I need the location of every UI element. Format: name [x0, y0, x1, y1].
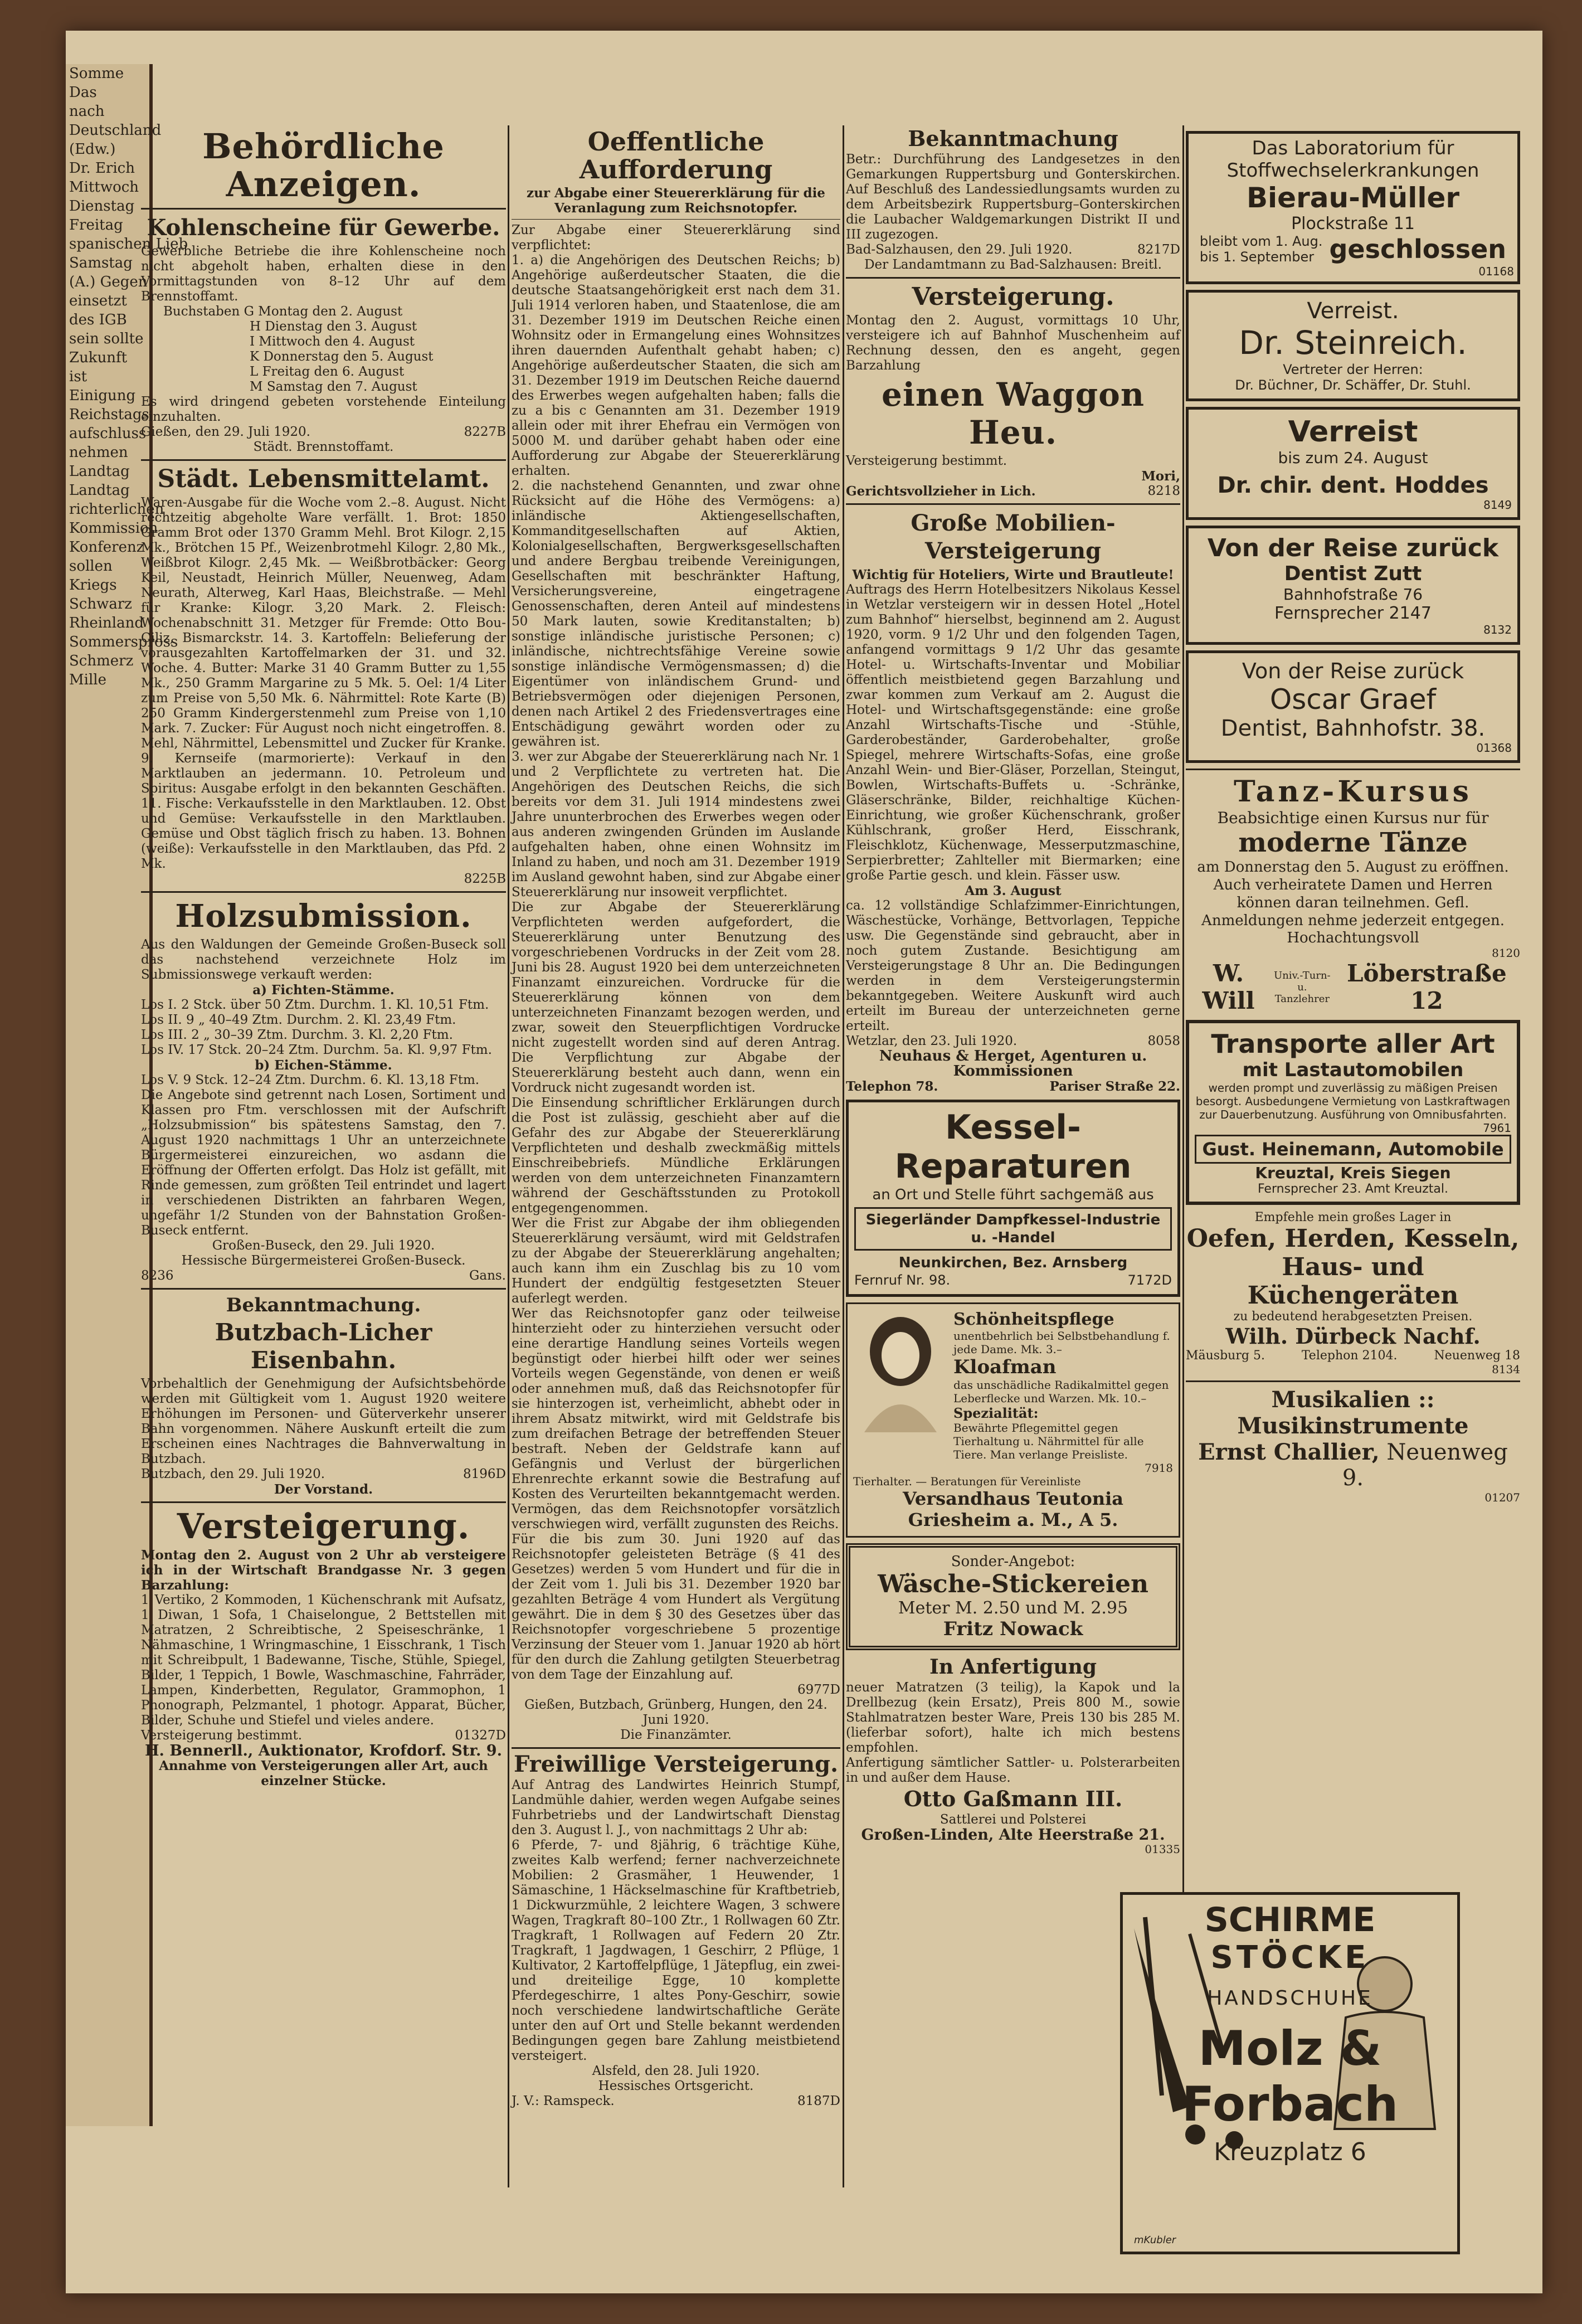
notice-footer: [141, 425, 506, 440]
notice-footer: [846, 484, 1180, 499]
notice-text: Die Einsendung schriftlicher Erklärungen durch die Post ist zulässig, geschieht aber auf die Gefahr des zur Abgabe der Steuererklärung Verpflichteten und deshalb zweckmäßig mittels Einschreibebriefs. Mündliche Erklärungen werden von dem unterzeichneten Finanzamtern während der Geschäftsstunden zu Protokoll entgegengenommen.: [512, 1096, 840, 1216]
notice-text: Annahme von Versteigerungen aller Art, auch einzelner Stücke.: [159, 1758, 488, 1788]
ad-phone: Fernsprecher 23. Amt Kreuztal.: [1257, 1182, 1449, 1196]
notice-text: Aus den Waldungen der Gemeinde Großen-Buseck soll das nachstehend verzeichnete Holz im Submissionswege verkauft werden:: [141, 937, 506, 982]
ad-address: Neuenweg 9.: [1342, 1440, 1508, 1491]
notice-footer: [846, 1034, 1180, 1049]
ad-code: 01368: [1476, 741, 1512, 755]
prev-line: sein sollte: [69, 330, 144, 347]
notice-code: 8196D: [463, 1467, 506, 1481]
divider: [512, 1747, 840, 1749]
ad-code: 8120: [1492, 946, 1520, 960]
ad-text: Das Laboratorium für: [1252, 137, 1454, 159]
notice-code: 8217D: [1137, 242, 1180, 257]
notice-text: Es wird dringend gebeten vorstehende Einteilung einzuhalten.: [141, 395, 506, 424]
ad-address: Löberstraße 12: [1346, 960, 1507, 1014]
ad-address: Bahnhofstraße 76: [1283, 585, 1423, 604]
divider: [141, 1288, 506, 1290]
notice-signature: H. Bennerll., Auktionator, Krofdorf. Str. 9.: [145, 1742, 502, 1759]
prev-line: nehmen: [69, 444, 128, 461]
notice-code: 8236: [141, 1268, 174, 1283]
prev-line: Dr. Erich: [69, 160, 135, 177]
ad-code: 8132: [1483, 623, 1512, 636]
notice-address: Großen-Linden, Alte Heerstraße 21.: [861, 1826, 1165, 1844]
divider: [141, 459, 506, 461]
ad-code: 7961: [1483, 1121, 1511, 1135]
ad-text: Vertreter der Herren:: [1283, 362, 1423, 377]
notice-name: J. V.: Ramspeck.: [512, 2094, 615, 2108]
notice-title: Oeffentliche Aufforderung: [579, 127, 773, 184]
notice-text: Montag den 2. August, vormittags 10 Uhr, versteigere ich auf Bahnhof Muschenheim auf Rechnung dessen, den es angeht, gegen Barzahlung: [846, 313, 1180, 373]
notice-signature: Städt. Brennstoffamt.: [253, 440, 394, 454]
prev-line: Konferenz: [69, 539, 144, 556]
ad-embroidery: [846, 1543, 1180, 1650]
ad-subheading: Sonder-Angebot:: [951, 1553, 1075, 1570]
ad-address: Mäusburg 5.: [1186, 1349, 1265, 1363]
notice-title: Große Mobilien-Versteigerung: [911, 510, 1116, 564]
ad-product: Kloafman: [953, 1356, 1057, 1378]
notice-code: 8225B: [464, 872, 506, 886]
column-rule: [1182, 125, 1184, 2187]
notice-title: Kohlenscheine für Gewerbe.: [147, 215, 500, 241]
notice-title: Butzbach-Licher Eisenbahn.: [215, 1319, 432, 1374]
schedule-item: I Mittwoch den 4. August: [250, 334, 415, 349]
ad-code: 8134: [1492, 1363, 1520, 1376]
ad-laboratory: [1186, 131, 1520, 284]
lot-item: Los IV. 17 Stck. 20–24 Ztm. Durchm. 5a. Kl. 9,97 Ftm.: [141, 1043, 492, 1057]
prev-line: Somme: [69, 65, 124, 82]
ad-text: Dr. Büchner, Dr. Schäffer, Dr. Stuhl.: [1235, 377, 1471, 393]
prev-line: Deutschland: [69, 122, 162, 139]
ad-headline: Transporte aller Art: [1211, 1029, 1495, 1059]
prev-line: Kommission: [69, 520, 158, 537]
column-rule: [508, 125, 509, 2187]
ad-city: Neunkirchen, Bez. Arnsberg: [898, 1255, 1128, 1271]
schedule-item: Buchstaben G Montag den 2. August: [163, 304, 403, 319]
ad-subheading: Spezialität:: [953, 1405, 1039, 1421]
ad-footer: [854, 1272, 1172, 1289]
ad-address: Plockstraße 11: [1291, 214, 1415, 234]
divider: [846, 503, 1180, 505]
prev-line: Mille: [69, 672, 106, 688]
notice-signature: Der Vorstand.: [274, 1482, 373, 1497]
ad-dance-course: [1186, 775, 1520, 1014]
notice-title: Versteigerung.: [912, 283, 1114, 311]
notice-signature: Die Finanzämter.: [620, 1728, 732, 1742]
ad-name: W. Will: [1202, 960, 1255, 1014]
schedule-item: M Samstag den 7. August: [250, 380, 417, 394]
ad-code: 01207: [1484, 1491, 1520, 1504]
schedule-item: L Freitag den 6. August: [250, 364, 405, 379]
notice-footer: [141, 1728, 506, 1743]
ad-city: Griesheim a. M., A 5.: [908, 1509, 1118, 1530]
notice-text: Auf Antrag des Landwirtes Heinrich Stumpf, Landmühle dahier, werden wegen Aufgabe seines Fuhrbetriebs und der Landwirtschaft Dienstag den 3. August l. J., von nachmittags 2 Uhr ab:: [512, 1778, 840, 1837]
notice-text: Vorbehaltlich der Genehmigung der Aufsichtsbehörde werden mit Gültigkeit vom 1. August 1920 weitere Erhöhungen im Personen- und Güterverkehr unserer Bahn vorgenommen. Nähere Auskunft erteilt die zum Erscheinen eines Nachtrages die Bahnverwaltung in Butzbach.: [141, 1377, 506, 1466]
ad-umbrellas: [1120, 1892, 1460, 2254]
notice-footer: [141, 1467, 506, 1482]
notice-code: 01327D: [455, 1728, 506, 1743]
notice-text: 1 Vertiko, 2 Kommoden, 1 Küchenschrank mit Aufsatz, 1 Diwan, 1 Sofa, 1 Chaiselongue, 2 Bettstellen mit Matratzen, 2 Schreibtische, 2 Speiseschränke, 1 Nähmaschine, 1 Wringmaschine, 1 Eisschrank, 1 Tisch mit Schreibpult, 1 Badewanne, Tische, Stühle, Spiegel, Bilder, 1 Teppich, 1 Bowle, Waschmaschine, Fahrräder, Lampen, Kinderbetten, Regulator, Grammophon, 1 Phonograph, Pelzmantel, 1 photogr. Apparat, Bücher, Bilder, Schuhe und Stiefel und vieles andere.: [141, 1593, 506, 1728]
notice-signature: Neuhaus & Herget, Agenturen u. Kommissionen: [879, 1048, 1147, 1080]
ad-firm: Forbach: [1181, 2077, 1399, 2132]
divider: [141, 891, 506, 893]
notice-subheading: b) Eichen-Stämme.: [255, 1058, 392, 1073]
ad-text: bleibt vom 1. Aug.: [1199, 234, 1323, 249]
ad-text: werden prompt und zuverlässig zu mäßigen Preisen besorgt. Ausbedungene Vermietung von Lastkraftwagen zur Dauerbenutzung. Ausführung von Omnibusfahrten.: [1195, 1081, 1511, 1121]
prev-line: Einigung: [69, 387, 136, 404]
notice-text: Montag den 2. August von 2 Uhr ab versteigere ich in der Wirtschaft Brandgasse Nr. 3 gegen Barzahlung:: [141, 1548, 506, 1593]
notice-code: 6977D: [797, 1683, 840, 1697]
ad-firm: Versandhaus Teutonia: [903, 1488, 1123, 1509]
ad-firm: Gust. Heinemann, Automobile: [1195, 1135, 1511, 1164]
notice-signature: Der Landamtmann zu Bad-Salzhausen: Breitl.: [864, 257, 1162, 272]
ad-text: Empfehle mein großes Lager in: [1254, 1210, 1452, 1224]
prev-line: spanischen Lieb: [69, 236, 188, 252]
ad-text: das unschädliche Radikalmittel gegen Leberflecke und Warzen. Mk. 10.–: [953, 1378, 1169, 1405]
artist-signature: mKubler: [1134, 2234, 1176, 2246]
ad-phone: Fernruf Nr. 98.: [854, 1272, 951, 1288]
notice-text: Wer das Reichsnotopfer ganz oder teilweise hinterzieht oder zu hinterziehen versucht oder eine derartige Handlung seines Vorteils wegen begünstigt oder hierbei hilft oder wer seines Vorteils wegen Gegenstände, von denen er weiß oder annehmen muß, daß das Reichsnotopfer für sie hinterzogen ist, verheimlicht, abhebt oder in ihrem Absatz mitwirkt, wird mit Geldstrafe bis zum dreifachen Betrage der betreffenden Steuer bestraft. Neben der Geldstrafe kann auf Gefängnis und Verlust der bürgerlichen Ehrenrechte erkannt sowie die Bestrafung auf Kosten des Verurteilten bekanntgemacht werden. Vermögen, das dem Reichsnotopfer vorsätzlich verschwiegen wird, verfällt zugunsten des Reichs.: [512, 1306, 840, 1531]
prev-line: Kriegs: [69, 577, 117, 594]
notice-note: Versteigerung bestimmt.: [141, 1728, 303, 1743]
notice-phone: Telephon 78.: [846, 1079, 938, 1094]
column-announcements: [846, 125, 1180, 1856]
notice-text: Wer die Frist zur Abgabe der ihm obliegenden Steuererklärung versäumt, wird mit Geldstrafen zu der Abgabe der Steuererklärung angehalten; auch kann ihm ein Zuschlag bis zu 10 vom Hundert der endgültig festgesetzten Steuer auferlegt werden.: [512, 1216, 840, 1306]
notice-text: Betr.: Durchführung des Landgesetzes in den Gemarkungen Ruppertsburg und Gonterskirchen. Auf Beschluß des Landessiedlungsamts wurden zu dem Arbeitsbezirk Ruppertsburg–Gonterskirchen die Laubacher Waldgemarkungen Distrikt II und III zugezogen.: [846, 152, 1180, 242]
ad-text: Stoffwechselerkrankungen: [1226, 159, 1479, 182]
notice-title: Bekanntmachung.: [226, 1294, 421, 1316]
ad-text: unentbehrlich bei Selbstbehandlung f. jede Dame. Mk. 3.–: [953, 1329, 1170, 1356]
divider: [846, 277, 1180, 279]
prev-line: Schwarz: [69, 596, 133, 612]
ad-beauty-care: [846, 1302, 1180, 1538]
notice-subheading: a) Fichten-Stämme.: [252, 983, 395, 998]
ad-code: 7918: [1145, 1461, 1173, 1475]
ad-headline: Wäsche-Stickereien: [878, 1570, 1148, 1598]
notice-code: 8227B: [464, 425, 506, 439]
ad-headline: Dr. chir. dent. Hoddes: [1217, 473, 1489, 498]
ad-headline: geschlossen: [1329, 234, 1507, 264]
notice-text: Gewerbliche Betriebe die ihre Kohlenscheine noch nicht abgeholt haben, erhalten diese in den Vormittagstunden von 8–12 Uhr auf dem Brennstoffamt.: [141, 244, 506, 304]
notice-headline: einen Waggon Heu.: [881, 376, 1145, 451]
ad-text: zu bedeutend herabgesetzten Preisen.: [1233, 1310, 1473, 1324]
ad-code: 01168: [1478, 265, 1514, 278]
ad-headline: Dr. Steinreich.: [1239, 324, 1467, 362]
notice-subtitle: zur Abgabe einer Steuererklärung für die Veranlagung zum Reichsnotopfer.: [527, 186, 825, 216]
divider: [1186, 769, 1520, 770]
notice-signature: Gerichtsvollzieher in Lich.: [846, 484, 1036, 499]
ad-text: am Donnerstag den 5. August zu eröffnen. Auch verheiratete Damen und Herren können daran teilnehmen. Gefl. Anmeldungen nehme jederzeit entgegen.: [1197, 859, 1509, 929]
ad-headline: Schönheitspflege: [953, 1310, 1114, 1329]
divider: [1186, 1380, 1520, 1382]
ad-hoddes: [1186, 407, 1520, 520]
ad-kessel-repairs: [846, 1100, 1180, 1297]
ad-headline: Von der Reise zurück: [1242, 659, 1464, 683]
notice-text: Die zur Abgabe der Steuererklärung Verpflichteten werden aufgefordert, die Steuererklärung unter Benutzung des vorgeschriebenen Vordrucks in der Zeit vom 28. Juni bis 28. August 1920 bei dem unterzeichneten Finanzamt einzureichen. Vordrucke für die Steuererklärung können von dem unterzeichneten Finanzamt bezogen werden, und zwar, soweit den Steuerpflichtigen Vordrucke nicht zugestellt worden sind auf deren Antrag. Die Verpflichtung zur Abgabe der Steuererklärung besteht auch dann, wenn ein Vordruck nicht zugesandt worden ist.: [512, 900, 840, 1095]
ad-code: 8149: [1483, 498, 1512, 512]
notice-date: Wetzlar, den 23. Juli 1920.: [846, 1034, 1018, 1048]
prev-line: Rheinland: [69, 615, 144, 631]
ad-headline: Kessel-Reparaturen: [894, 1108, 1132, 1186]
ad-firm: Molz &: [1198, 2021, 1382, 2077]
woman-portrait-illustration: [853, 1310, 948, 1432]
ad-text: Beabsichtige einen Kursus nur für: [1217, 809, 1489, 827]
ad-transports: [1186, 1020, 1520, 1205]
notice-signature: Hessische Bürgermeisterei Großen-Buseck.: [181, 1253, 466, 1268]
notice-text: 3. wer zur Abgabe der Steuererklärung nach Nr. 1 und 2 Verpflichtete zu vertreten hat. Die Angehörigen des Deutschen Reichs, die sich bereits vor dem 31. Juli 1914 mindestens zwei Jahre ununterbrochen des Erwerbes wegen oder aus anderen zwingenden Gründen im Auslande aufgehalten haben, ohne einen Wohnsitz im Inland zu haben, und noch am 31. Dezember 1919 im Ausland gewohnt haben, sind zur Abgabe einer Steuererklärung nur insoweit verpflichtet.: [512, 750, 840, 900]
notice-code: 01335: [1145, 1842, 1180, 1856]
ad-firm: Wilh. Dürbeck Nachf.: [1225, 1324, 1481, 1349]
notice-name: Mori,: [1141, 469, 1180, 484]
notice-name: Gans.: [469, 1268, 506, 1283]
ad-address: Neuenweg 18: [1434, 1349, 1520, 1363]
prev-line: (Edw.): [69, 141, 116, 158]
notice-address: Pariser Straße 22.: [1049, 1079, 1180, 1094]
prev-line: Sommerspross: [69, 634, 178, 650]
ad-headline: Bierau-Müller: [1246, 182, 1460, 214]
ad-address: Dentist, Bahnhofstr. 38.: [1220, 716, 1486, 741]
section-title: Behördliche Anzeigen.: [202, 126, 445, 205]
lot-item: Los III. 2 „ 30–39 Ztm. Durchm. 3. Kl. 2,20 Ftm.: [141, 1028, 453, 1042]
prev-line: einsetzt: [69, 293, 127, 309]
ad-footer: [1186, 1349, 1520, 1363]
prev-line: Mittwoch: [69, 179, 139, 196]
notice-date: Butzbach, den 29. Juli 1920.: [141, 1467, 325, 1481]
prev-line: aufschluss: [69, 425, 147, 442]
notice-footer: [512, 2094, 840, 2109]
ad-headline: [1186, 1387, 1520, 1439]
notice-date: Bad-Salzhausen, den 29. Juli 1920.: [846, 242, 1073, 257]
separator: ::: [1418, 1387, 1435, 1413]
notice-text: Auftrags des Herrn Hotelbesitzers Nikolaus Kessel in Wetzlar versteigern wir in dessen Hotel „Hotel zum Bahnhof“ hierselbst, beginnend am 2. August 1920, vorm. 9 1/2 Uhr und den folgenden Tagen, anfangend vormittags 9 1/2 Uhr das gesamte Hotel- u. Wirtschafts-Inventar und Mobiliar öffentlich meistbietend gegen Barzahlung und zwar kommen zum Verkauf am 2. August die Hotel- und Wirtschaftsgegenstände: eine große Anzahl Wirtschafts-Tische und -Stühle, Garderobeständer, Garderobehalter, große Spiegel, mehrere Wirtschafts-Sofas, eine große Anzahl Wein- und Bier-Gläser, Porzellan, Steingut, Bowlen, Wirtschafts-Buffets u. -Schränke, Gläserschränke, Bilder, reichhaltige Küchen-Einrichtung, wie großer Küchenschrank, großer Kühlschrank, großer Herd, Eisschrank, Fleischklotz, Küchenwage, Messerputzmaschine, Serpierbretter; Zahlteller mit Biermarken; eine große Partie gesch. und klein. Fässer usw.: [846, 582, 1180, 883]
notice-title: Holzsubmission.: [175, 898, 472, 935]
notice-text: Waren-Ausgabe für die Woche vom 2.–8. August. Nicht rechtzeitig abgeholte Ware verfällt. 1. Brot: 1850 Gramm Brot oder 1370 Gramm Mehl. Brot Kilogr. 2,15 Mk., Brötchen 15 Pf., Weizenbrotmehl Kilogr. 2,80 Mk., Weißbrot Kilogr. 2,45 Mk. — Weißbrotbäcker: Georg Keil, Neustadt, Heinrich Müller, Neuenweg, Adam Neurath, Alterweg, Karl Haas, Bleichstraße. — Mehl für Kranke: Kilogr. 3,20 Mark. 2. Fleisch: Wochenabschnitt 31. Metzger für Fremde: Otto Bou-Ciliz, Bismarckstr. 14. 3. Kartoffeln: Belieferung der vorausgezahlten Kartoffelmarken der 31. und 32. Woche. 4. Butter: Marke 31 40 Gramm Butter zu 1,55 Mk., 250 Gramm Margarine zu 5 Mk. 5. Oel: 1/4 Liter zum Preise von 5,50 Mk. 6. Nährmittel: Rote Karte (B) 250 Gramm Kindergerstenmehl zum Preise von 1,10 Mark. 7. Zucker: Für August noch nicht eingetroffen. 8. Mehl, Nährmittel, Lebensmittel und Zucker für Kranke. 9. Kernseife (marmorierte): Verkauf in den Marktlauben an jedermann. 10. Petroleum und Spiritus: Ausgabe erfolgt in den bekannten Geschäften. 11. Fische: Verkaufsstelle in den Marktlauben. 12. Obst und Gemüse: Verkaufsstelle in den Marktlauben. Gemüse und Obst täglich frisch zu haben. 13. Bohnen (weiße): Verkaufsstelle in den Marktlauben, das Pfd. 2 Mk.: [141, 495, 506, 871]
ad-headline: SCHIRME: [1204, 1900, 1376, 1939]
schedule-item: H Dienstag den 3. August: [250, 319, 417, 334]
divider: [512, 219, 840, 220]
notice-code: 8187D: [797, 2094, 840, 2108]
ad-music: [1186, 1387, 1520, 1504]
ad-headline: STÖCKE: [1210, 1939, 1370, 1976]
notice-text: 1. a) die Angehörigen des Deutschen Reichs; b) Angehörige außerdeutscher Staaten, die die deutsche Staatsangehörigkeit erst nach dem 31. Juli 1914 verloren haben, und Staatenlose, die am 31. Dezember 1919 im Deutschen Reiche einen Wohnsitz oder in Ermangelung eines Wohnsitzes ihren dauernden Aufenthalt gehabt haben; c) Angehörige außerdeutscher Staaten, die sich am 31. Dezember 1919 im Deutschen Reiche dauernd des Erwerbes wegen aufgehalten haben; falls die zu a bis c Genannten am 31. Dezember 1919 allein oder mit ihrer Ehefrau ein Vermögen von 5000 M. und darüber gehabt haben oder eine Aufforderung zur Abgabe der Steuererklärung erhalten.: [512, 253, 840, 478]
divider: [141, 208, 506, 210]
notice-title: In Anfertigung: [929, 1655, 1097, 1679]
notice-date: Gießen, den 29. Juli 1920.: [141, 425, 310, 439]
column-advertisements: [1186, 125, 1520, 1504]
prev-line: richterlichen: [69, 501, 164, 518]
column-public-notice: [512, 125, 840, 2109]
notice-code: 8058: [1147, 1034, 1180, 1048]
notice-subtitle: Wichtig für Hoteliers, Wirte und Brautleute!: [852, 567, 1174, 582]
ad-firm: Fritz Nowack: [943, 1618, 1083, 1640]
schedule-item: K Donnerstag den 5. August: [250, 349, 434, 364]
prev-line: Landtag: [69, 463, 130, 480]
ad-text: Verreist.: [1307, 298, 1399, 324]
notice-text: neuer Matratzen (3 teilig), la Kapok und la Drellbezug (kein Ersatz), Preis 800 M., sowie Stahlmatratzen bester Ware, Preis 130 bis 285 M. (lieferbar sofort), halte ich mich bestens empfohlen.: [846, 1680, 1180, 1755]
ad-phone: Telephon 2104.: [1301, 1349, 1398, 1363]
notice-firm: Otto Gaßmann III.: [903, 1786, 1123, 1811]
ad-subheading: mit Lastautomobilen: [1242, 1059, 1464, 1081]
ad-text: an Ort und Stelle führt sachgemäß aus: [872, 1187, 1154, 1203]
divider: [141, 1501, 506, 1503]
prev-line: Dienstag: [69, 198, 135, 215]
prev-line: Zukunft: [69, 349, 128, 366]
notice-text: ca. 12 vollständige Schlafzimmer-Einrichtungen, Wäschestücke, Vorhänge, Bettvorlagen, Teppiche usw. Die Gegenstände sind gebraucht, aber in noch gutem Zustande. Besichtigung am Versteigerungstage 8 Uhr an. Die Bedingungen werden in dem Versteigerungstermin bekanntgegeben. Weitere Auskunft wird auch erteilt im Bureau der unterzeichneten gerne erteilt.: [846, 898, 1180, 1033]
ad-code: 7172D: [1127, 1272, 1172, 1288]
ad-name: Oscar Graef: [1269, 683, 1437, 716]
ad-name: Dentist Zutt: [1284, 562, 1422, 585]
notice-note: Versteigerung bestimmt.: [846, 454, 1007, 468]
ad-headline: Verreist: [1288, 415, 1418, 449]
ad-steinreich: [1186, 290, 1520, 401]
ad-address: Kreuzplatz 6: [1214, 2138, 1366, 2166]
lot-item: Los I. 2 Stck. über 50 Ztm. Durchm. 1. Kl. 10,51 Ftm.: [141, 998, 489, 1012]
lot-item: Los V. 9 Stck. 12–24 Ztm. Durchm. 6. Kl. 13,18 Ftm.: [141, 1073, 480, 1087]
ad-text: Musikalien: [1271, 1387, 1411, 1413]
notice-text: 6 Pferde, 7- und 8jährig, 6 trächtige Kühe, zweites Kalb werfend; ferner nachverzeichnete Mobilien: 2 Grasmäher, 1 Heuwender, 1 Sämaschine, 1 Häckselmaschine für Kraftbetrieb, 1 Dickwurzmühle, 2 leichtere Wagen, 3 schwere Wagen, Tragkraft 80–100 Ztr., 1 Rollwagen 60 Ztr. Tragkraft, 1 Rollwagen auf Federn 20 Ztr. Tragkraft, 1 Jagdwagen, 1 Geschirr, 2 Pflüge, 1 Kultivator, 2 Kartoffelpflüge, 1 Jätepflug, ein zwei- und dreiteilige Egge, 10 komplette Pferdegeschirre, 1 altes Pony-Geschirr, sowie noch verschiedene landwirtschaftliche Geräte unter den auf Ort und Stelle bekannt werdenden Bedingungen gegen bare Zahlung meistbietend versteigert.: [512, 1838, 840, 2063]
notice-text: Anfertigung sämtlicher Sattler- u. Polsterarbeiten in und außer dem Hause.: [846, 1756, 1180, 1785]
notice-title: Städt. Lebensmittelamt.: [157, 465, 490, 493]
ad-name: Ernst Challier,: [1198, 1439, 1380, 1465]
ad-headline: Oefen, Herden, Kesseln,: [1186, 1224, 1520, 1253]
ad-city: Kreuztal, Kreis Siegen: [1255, 1164, 1451, 1182]
ad-headline: Haus- und Küchengeräten: [1247, 1253, 1459, 1310]
prev-line: Freitag: [69, 217, 123, 234]
prev-line: nach: [69, 103, 105, 120]
ad-headline: Von der Reise zurück: [1207, 534, 1499, 562]
ad-text: Hochachtungsvoll: [1287, 930, 1419, 946]
prev-line: ist: [69, 368, 87, 385]
ad-text: bis zum 24. August: [1278, 449, 1428, 467]
prev-line: Landtag: [69, 482, 130, 499]
lot-list: [141, 998, 506, 1058]
ad-phone: Fernsprecher 2147: [1274, 604, 1432, 623]
prev-line: Reichstags: [69, 406, 149, 423]
notice-text: Sattlerei und Polsterei: [940, 1812, 1087, 1827]
ad-price: Meter M. 2.50 und M. 2.95: [898, 1598, 1128, 1618]
notice-title: Freiwillige Versteigerung.: [513, 1751, 839, 1777]
notice-text: Für die bis zum 30. Juni 1920 auf das Reichsnotopfer geleisteten Beträge (§ 41 des Gesetzes) werden 5 vom Hundert und für die in der Zeit vom 1. Juli bis 31. Dezember 1920 bar gezahlten Beträge 4 vom Hundert als Vergütung gewährt. Die in dem § 30 des Gesetzes über das Reichsnotopfer vorgeschriebene 5 prozentige Verzinsung der Steuer vom 1. Januar 1920 ab hört für den durch die Zahlung getilgten Steuerbetrag von dem Tage der Einzahlung auf.: [512, 1532, 840, 1682]
notice-text: 2. die nachstehend Genannten, und zwar ohne Rücksicht auf die Höhe des Vermögens: a) inländische Aktiengesellschaften, Kommanditgesellschaften auf Aktien, Kolonialgesellschaften, Bergwerksgesellschaften und andere Bergbau treibende Vereinigungen, Gesellschaften mit beschränkter Haftung, Versicherungsvereine, eingetragene Genossenschaften, deren Anteil auf mindestens 50 Mark lauten, sowie Kreditanstalten; b) sonstige inländische juristische Personen; c) inländische, nichtrechtsfähige Vereine sowie sonstige inländische Vermögensmassen; d) die Eigentümer von inländischem Grund- und Betriebsvermögen oder diejenigen Personen, denen nach Artikel 2 des Friedensvertrages eine Entschädigung gewährt worden oder zu gewähren ist.: [512, 479, 840, 749]
notice-date: Alsfeld, den 28. Juli 1920.: [592, 2064, 760, 2078]
ad-subheading: HANDSCHUHE: [1207, 1987, 1373, 2010]
notice-text: Zur Abgabe einer Steuererklärung sind verpflichtet:: [512, 223, 840, 252]
prev-line: (A.) Gegen: [69, 274, 148, 290]
ad-text: Bewährte Pflegemittel gegen Tierhaltung u. Nährmittel für alle Tiere. Man verlange Preisliste.: [953, 1421, 1144, 1461]
ad-ovens: [1186, 1210, 1520, 1376]
prev-line: Schmerz: [69, 653, 134, 669]
notice-date: Großen-Buseck, den 29. Juli 1920.: [212, 1238, 435, 1253]
ad-text: Tierhalter. — Beratungen für Vereinliste: [853, 1475, 1081, 1488]
ad-text: Musikinstrumente: [1237, 1413, 1469, 1439]
ad-zutt: [1186, 526, 1520, 645]
prev-line: Samstag: [69, 255, 133, 271]
ad-text: Univ.-Turn- u. Tanzlehrer: [1274, 969, 1331, 1005]
notice-subheading: Am 3. August: [965, 883, 1062, 898]
column-authority-notices: [141, 125, 506, 1788]
ad-firm: Siegerländer Dampfkessel-Industrie u. -Handel: [854, 1207, 1172, 1251]
prev-line: des IGB: [69, 312, 127, 328]
notice-title: Versteigerung.: [177, 1506, 470, 1547]
notice-date: Gießen, Butzbach, Grünberg, Hungen, den 24. Juni 1920.: [524, 1698, 827, 1727]
newspaper-page: [66, 31, 1542, 2293]
notice-footer: [846, 242, 1180, 257]
ad-headline: Tanz-Kursus: [1234, 775, 1472, 809]
schedule-list: [141, 304, 506, 395]
ad-text: bis 1. September: [1199, 249, 1315, 265]
ad-graef: [1186, 650, 1520, 763]
notice-code: 8218: [1147, 484, 1180, 498]
prev-line: sollen: [69, 558, 113, 575]
ad-headline: moderne Tänze: [1238, 827, 1468, 858]
notice-footer: [141, 1268, 506, 1283]
notice-signature: Hessisches Ortsgericht.: [598, 2079, 754, 2093]
lot-item: Los II. 9 „ 40–49 Ztm. Durchm. 2. Kl. 23,49 Ftm.: [141, 1013, 456, 1027]
column-rule: [843, 125, 844, 2187]
prev-line: Das: [69, 84, 97, 101]
notice-title: Bekanntmachung: [908, 126, 1118, 151]
notice-text: Die Angebote sind getrennt nach Losen, Sortiment und Klassen pro Ftm. verschlossen mit der Aufschrift „Holzsubmission“ bis spätestens Samstag, den 7. August 1920 nachmittags 1 Uhr an unterzeichnete Bürgermeisterei einzureichen, wo asdann die Eröffnung der Offerten erfolgt. Das Holz ist gefällt, mit Rinde gemessen, zum größten Teil entrindet und lagert in verschiedenen Distrikten an fahrbaren Wegen, ungefähr 1/2 Stunden von der Bahnstation Großen-Buseck entfernt.: [141, 1088, 506, 1238]
notice-footer: [846, 1079, 1180, 1094]
